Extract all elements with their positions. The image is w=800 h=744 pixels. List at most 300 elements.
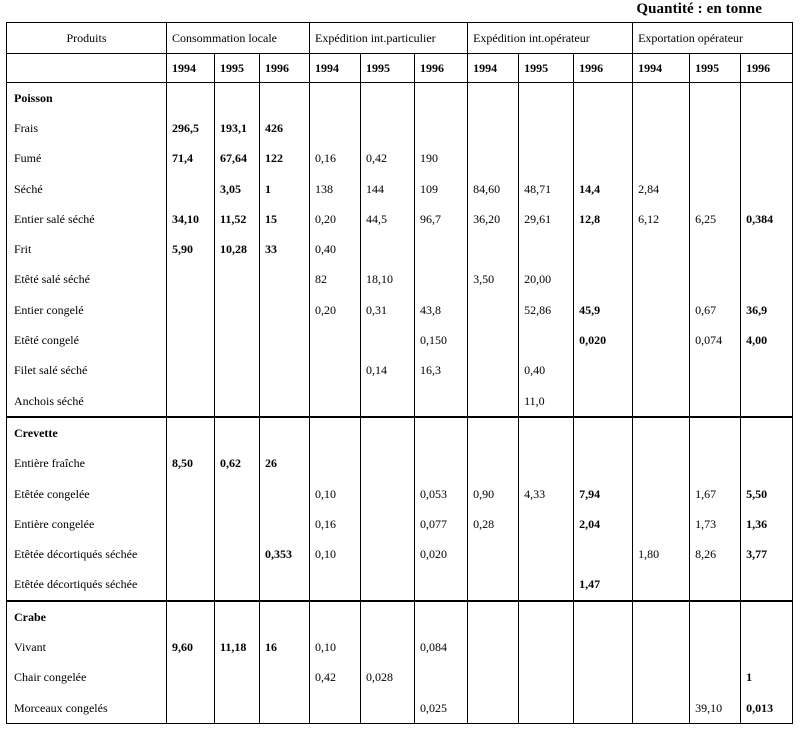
value-cell [690,234,741,264]
value-cell: 190 [415,144,468,174]
value-cell [260,295,310,325]
value-cell [633,113,690,143]
table-row [7,570,793,601]
value-cell [361,479,415,509]
value-cell: 16,3 [415,356,468,386]
value-cell [167,601,215,632]
blank-cell [7,54,167,83]
value-cell: 0,28 [468,509,519,539]
value-cell [215,386,260,417]
group-header: Consommation locale [167,23,310,54]
value-cell [574,113,633,143]
value-cell: 43,8 [415,295,468,325]
value-cell [167,479,215,509]
value-cell [468,601,519,632]
value-cell: 12,8 [574,204,633,234]
value-cell [468,539,519,569]
value-cell [633,601,690,632]
table-row [7,479,793,509]
table-row [7,693,793,724]
table-row [7,539,793,569]
value-cell [574,83,633,114]
value-cell [215,663,260,693]
product-label: Etêté salé séché [7,265,167,295]
value-cell: 3,77 [741,539,793,569]
value-cell: 138 [310,174,361,204]
value-cell: 1,73 [690,509,741,539]
value-cell [215,509,260,539]
production-table [6,22,793,724]
value-cell: 0,20 [310,204,361,234]
value-cell: 0,384 [741,204,793,234]
group-header-row [7,23,793,54]
value-cell [167,539,215,569]
table-row [7,113,793,143]
category-label: Poisson [7,83,167,114]
value-cell [415,113,468,143]
value-cell [468,632,519,662]
value-cell [690,356,741,386]
value-cell: 0,053 [415,479,468,509]
value-cell: 0,020 [415,539,468,569]
value-cell [260,693,310,724]
table-row [7,663,793,693]
value-cell [741,234,793,264]
value-cell [690,449,741,479]
value-cell [574,417,633,448]
value-cell [260,386,310,417]
value-cell [167,174,215,204]
value-cell [167,663,215,693]
table-row [7,174,793,204]
value-cell [468,234,519,264]
value-cell: 1 [260,174,310,204]
product-label: Etêtée décortiqués séchée [7,539,167,569]
product-label: Entière congelée [7,509,167,539]
value-cell [260,601,310,632]
value-cell: 14,4 [574,174,633,204]
value-cell: 15 [260,204,310,234]
value-cell [519,539,574,569]
category-row [7,601,793,632]
value-cell [468,295,519,325]
value-cell: 0,62 [215,449,260,479]
value-cell: 84,60 [468,174,519,204]
value-cell [741,174,793,204]
value-cell [415,570,468,601]
year-header: 1995 [361,54,415,83]
value-cell [519,570,574,601]
group-header: Expédition int.opérateur [468,23,633,54]
year-header: 1996 [574,54,633,83]
value-cell [361,83,415,114]
value-cell [310,417,361,448]
value-cell [260,83,310,114]
value-cell: 1,36 [741,509,793,539]
value-cell: 4,33 [519,479,574,509]
value-cell: 0,353 [260,539,310,569]
value-cell: 0,10 [310,632,361,662]
value-cell [633,325,690,355]
table-row [7,386,793,417]
value-cell [690,174,741,204]
value-cell [519,234,574,264]
value-cell [167,83,215,114]
value-cell [690,570,741,601]
value-cell [215,479,260,509]
value-cell: 0,084 [415,632,468,662]
value-cell [741,356,793,386]
value-cell: 109 [415,174,468,204]
value-cell [310,113,361,143]
product-label: Vivant [7,632,167,662]
value-cell [519,509,574,539]
value-cell [468,386,519,417]
value-cell [633,265,690,295]
value-cell [361,509,415,539]
group-header: Exportation opérateur [633,23,793,54]
value-cell [519,325,574,355]
value-cell [215,539,260,569]
value-cell: 5,90 [167,234,215,264]
value-cell [167,265,215,295]
value-cell [633,479,690,509]
value-cell [260,663,310,693]
value-cell [310,693,361,724]
product-label: Entier salé séché [7,204,167,234]
product-label: Etêtée décortiqués séchée [7,570,167,601]
value-cell [215,295,260,325]
value-cell [633,144,690,174]
value-cell [519,601,574,632]
value-cell [519,663,574,693]
product-label: Entière fraîche [7,449,167,479]
value-cell [361,449,415,479]
value-cell: 0,42 [361,144,415,174]
value-cell [415,601,468,632]
year-header: 1996 [260,54,310,83]
value-cell [468,325,519,355]
value-cell [310,386,361,417]
value-cell [361,539,415,569]
value-cell [215,83,260,114]
value-cell: 0,074 [690,325,741,355]
value-cell [690,386,741,417]
product-label: Filet salé séché [7,356,167,386]
value-cell [361,113,415,143]
value-cell [633,632,690,662]
value-cell: 11,0 [519,386,574,417]
value-cell: 122 [260,144,310,174]
value-cell [741,449,793,479]
value-cell [574,234,633,264]
value-cell [690,265,741,295]
value-cell [633,509,690,539]
value-cell: 1,80 [633,539,690,569]
value-cell: 0,90 [468,479,519,509]
value-cell: 0,40 [519,356,574,386]
value-cell [415,386,468,417]
value-cell: 8,26 [690,539,741,569]
value-cell [468,663,519,693]
value-cell [167,295,215,325]
value-cell: 0,020 [574,325,633,355]
value-cell [633,570,690,601]
value-cell [519,113,574,143]
table-row [7,509,793,539]
value-cell: 0,31 [361,295,415,325]
value-cell [310,570,361,601]
value-cell [633,295,690,325]
value-cell [215,601,260,632]
value-cell: 20,00 [519,265,574,295]
year-header: 1995 [690,54,741,83]
value-cell [415,449,468,479]
value-cell [310,601,361,632]
value-cell [741,265,793,295]
value-cell: 4,00 [741,325,793,355]
year-header: 1995 [519,54,574,83]
value-cell [574,144,633,174]
value-cell: 0,077 [415,509,468,539]
year-header: 1996 [741,54,793,83]
value-cell [215,417,260,448]
value-cell [310,449,361,479]
product-label: Etêtée congelée [7,479,167,509]
product-label: Séché [7,174,167,204]
product-label: Fumé [7,144,167,174]
table-row [7,144,793,174]
value-cell [215,325,260,355]
value-cell [519,693,574,724]
value-cell [519,144,574,174]
value-cell: 16 [260,632,310,662]
value-cell [167,417,215,448]
value-cell [574,356,633,386]
value-cell [310,83,361,114]
value-cell: 67,64 [215,144,260,174]
value-cell [215,265,260,295]
value-cell: 0,67 [690,295,741,325]
value-cell: 26 [260,449,310,479]
group-header: Expédition int.particulier [310,23,468,54]
value-cell [167,356,215,386]
table-row [7,356,793,386]
value-cell [167,693,215,724]
year-header: 1995 [215,54,260,83]
value-cell [260,325,310,355]
year-header: 1996 [415,54,468,83]
value-cell [633,693,690,724]
value-cell [415,265,468,295]
value-cell [519,83,574,114]
value-cell: 34,10 [167,204,215,234]
value-cell [690,417,741,448]
value-cell: 9,60 [167,632,215,662]
product-label: Etêté congelé [7,325,167,355]
product-label: Morceaux congelés [7,693,167,724]
value-cell: 1,47 [574,570,633,601]
value-cell: 0,14 [361,356,415,386]
value-cell [574,539,633,569]
year-header: 1994 [310,54,361,83]
value-cell [741,386,793,417]
category-row [7,83,793,114]
table-row [7,234,793,264]
value-cell [167,509,215,539]
value-cell: 52,86 [519,295,574,325]
value-cell: 33 [260,234,310,264]
value-cell [415,663,468,693]
value-cell: 5,50 [741,479,793,509]
year-header: 1994 [633,54,690,83]
value-cell [361,234,415,264]
value-cell [741,570,793,601]
value-cell: 0,025 [415,693,468,724]
products-header: Produits [7,23,167,54]
value-cell [574,632,633,662]
value-cell [690,113,741,143]
value-cell [468,356,519,386]
value-cell: 7,94 [574,479,633,509]
value-cell [519,417,574,448]
value-cell [167,386,215,417]
value-cell [741,113,793,143]
value-cell [310,356,361,386]
value-cell [361,417,415,448]
value-cell [574,663,633,693]
value-cell: 0,16 [310,144,361,174]
value-cell: 11,52 [215,204,260,234]
value-cell [260,265,310,295]
value-cell: 6,25 [690,204,741,234]
value-cell [574,386,633,417]
value-cell [741,417,793,448]
value-cell [633,356,690,386]
value-cell: 18,10 [361,265,415,295]
value-cell [361,632,415,662]
value-cell: 193,1 [215,113,260,143]
value-cell [468,83,519,114]
value-cell: 0,20 [310,295,361,325]
value-cell: 36,9 [741,295,793,325]
value-cell [519,449,574,479]
value-cell [361,570,415,601]
value-cell [310,325,361,355]
value-cell: 10,28 [215,234,260,264]
category-label: Crevette [7,417,167,448]
value-cell [260,479,310,509]
value-cell: 0,028 [361,663,415,693]
value-cell [260,417,310,448]
value-cell [361,386,415,417]
value-cell [519,632,574,662]
value-cell: 11,18 [215,632,260,662]
value-cell: 36,20 [468,204,519,234]
value-cell [633,417,690,448]
value-cell: 1,67 [690,479,741,509]
value-cell: 0,10 [310,539,361,569]
value-cell [215,693,260,724]
value-cell [633,386,690,417]
value-cell: 0,40 [310,234,361,264]
value-cell [690,663,741,693]
value-cell [741,144,793,174]
value-cell: 48,71 [519,174,574,204]
value-cell: 82 [310,265,361,295]
value-cell [741,83,793,114]
value-cell [574,601,633,632]
value-cell [741,632,793,662]
table-row [7,295,793,325]
value-cell: 0,16 [310,509,361,539]
value-cell: 39,10 [690,693,741,724]
value-cell [633,449,690,479]
value-cell [260,570,310,601]
value-cell: 144 [361,174,415,204]
value-cell [690,601,741,632]
value-cell: 8,50 [167,449,215,479]
product-label: Entier congelé [7,295,167,325]
table-row [7,204,793,234]
value-cell: 2,04 [574,509,633,539]
product-label: Chair congelée [7,663,167,693]
value-cell: 296,5 [167,113,215,143]
value-cell: 6,12 [633,204,690,234]
value-cell [468,113,519,143]
value-cell [167,570,215,601]
value-cell [468,417,519,448]
product-label: Frais [7,113,167,143]
year-header-row [7,54,793,83]
value-cell [468,693,519,724]
value-cell [260,509,310,539]
value-cell [215,356,260,386]
value-cell [468,570,519,601]
value-cell: 2,84 [633,174,690,204]
table-row [7,265,793,295]
unit-label: Quantité : en tonne [636,1,762,17]
value-cell [468,144,519,174]
value-cell: 0,10 [310,479,361,509]
value-cell [361,601,415,632]
value-cell: 1 [741,663,793,693]
value-cell [574,265,633,295]
value-cell: 96,7 [415,204,468,234]
value-cell [633,83,690,114]
value-cell [633,234,690,264]
value-cell: 0,013 [741,693,793,724]
value-cell [260,356,310,386]
table-row [7,449,793,479]
value-cell: 0,150 [415,325,468,355]
category-label: Crabe [7,601,167,632]
value-cell: 29,61 [519,204,574,234]
value-cell [741,601,793,632]
value-cell [690,144,741,174]
value-cell: 0,42 [310,663,361,693]
product-label: Frit [7,234,167,264]
value-cell [574,449,633,479]
value-cell [167,325,215,355]
value-cell: 426 [260,113,310,143]
value-cell [361,325,415,355]
year-header: 1994 [167,54,215,83]
product-label: Anchois séché [7,386,167,417]
value-cell: 71,4 [167,144,215,174]
value-cell [361,693,415,724]
value-cell [468,449,519,479]
